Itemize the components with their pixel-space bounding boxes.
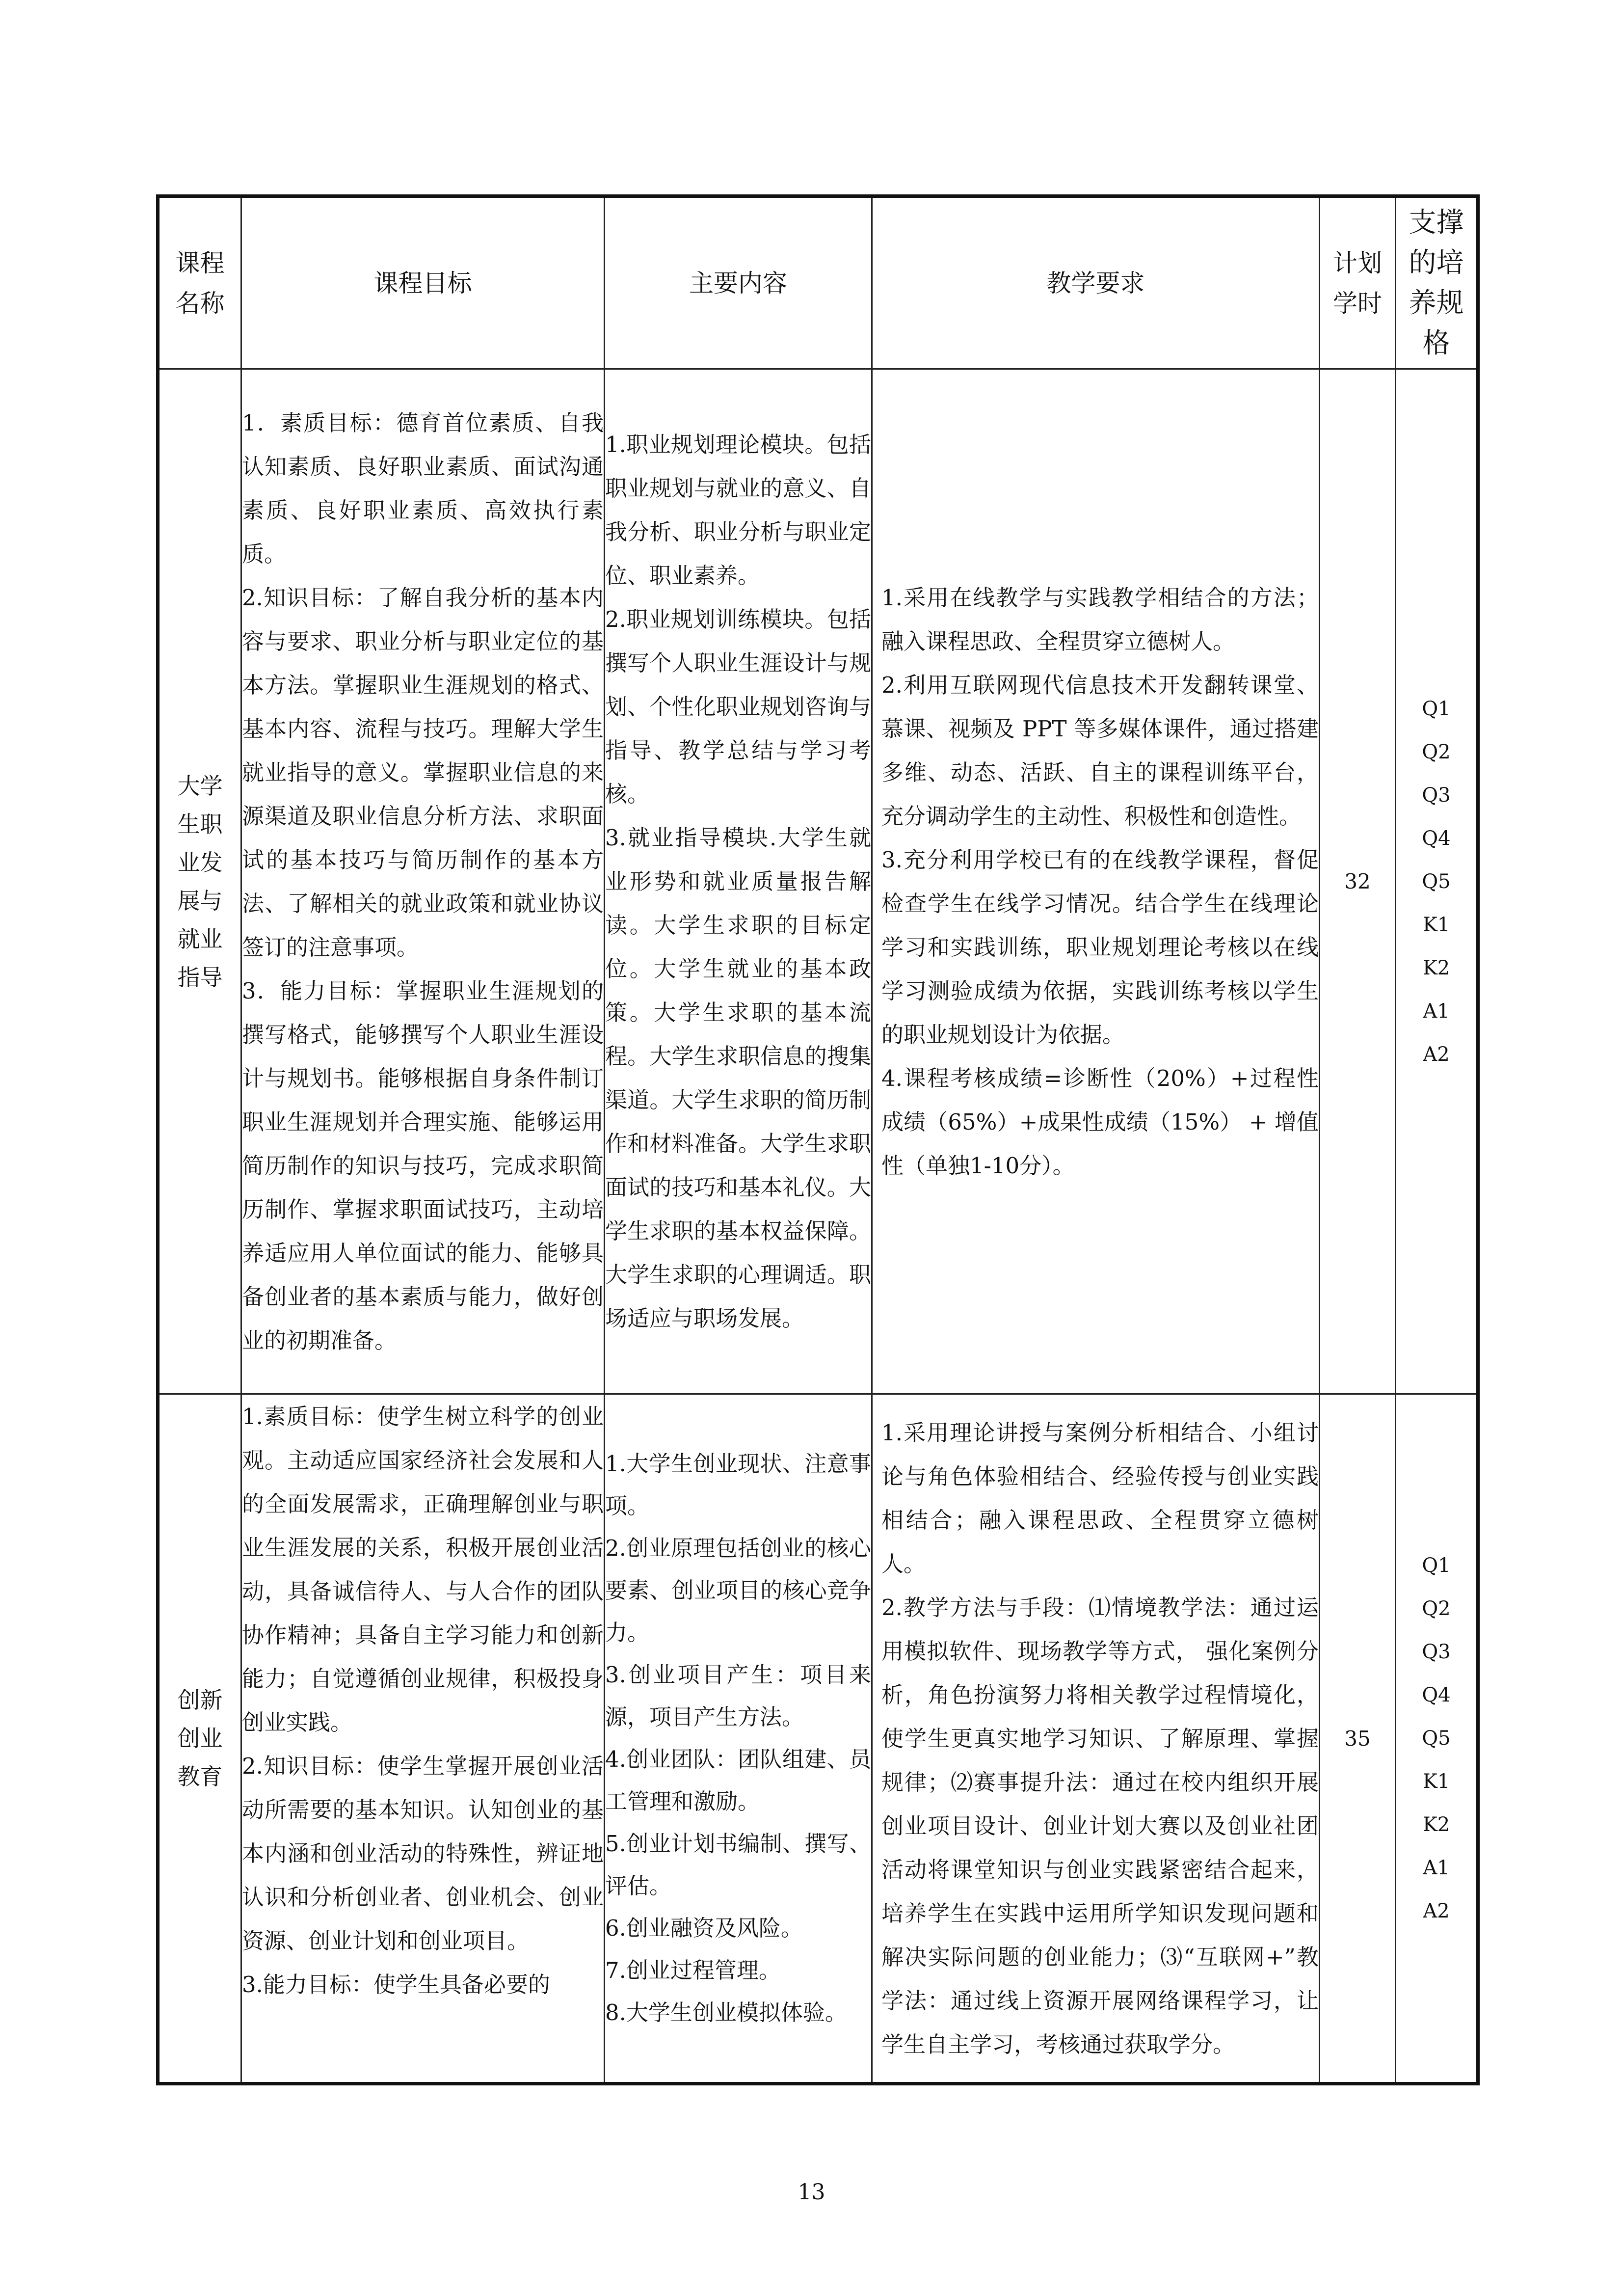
supported-specs <box>1396 1394 1478 2084</box>
teaching-requirements <box>872 1394 1320 2084</box>
requirement-item: 4.课程考核成绩=诊断性（20%）+过程性成绩（65%）+成果性成绩（15%） + 增值性（单独1-10分）。 <box>881 1065 1319 1179</box>
course-name: 创新创业教育 <box>158 1394 241 2084</box>
content-item: 8.大学生创业模拟体验。 <box>605 1999 847 2026</box>
planned-hours: 32 <box>1320 369 1396 1394</box>
header-course-name: 课程名称 <box>158 196 241 369</box>
objective-item: 1．素质目标：德育首位素质、自我认知素质、良好职业素质、面试沟通素质、良好职业素质、高效执行素质。 <box>242 409 604 567</box>
content-item: 6.创业融资及风险。 <box>605 1915 803 1941</box>
header-planned-hours: 计划学时 <box>1320 196 1396 369</box>
planned-hours: 35 <box>1320 1394 1396 2084</box>
spec-item: K1 <box>1422 1770 1450 1793</box>
spec-item: A2 <box>1423 1900 1450 1922</box>
requirement-item: 2.利用互联网现代信息技术开发翻转课堂、慕课、视频及 PPT 等多媒体课件，通过搭建多维、动态、活跃、自主的课程训练平台，充分调动学生的主动性、积极性和创造性。 <box>881 672 1319 829</box>
main-content <box>605 1394 872 2084</box>
spec-item: Q3 <box>1422 783 1451 807</box>
spec-item: A2 <box>1423 1043 1450 1066</box>
content-item: 7.创业过程管理。 <box>605 1957 781 1983</box>
spec-item: Q3 <box>1422 1641 1451 1663</box>
objective-item: 1.素质目标：使学生树立科学的创业观。主动适应国家经济社会发展和人的全面发展需求，正确理解创业与职业生涯发展的关系，积极开展创业活动，具备诚信待人、与人合作的团队协作精神；具备自主学习能力和创新能力；自觉遵循创业规律，积极投身创业实践。 <box>242 1404 604 1735</box>
course-name: 大学生职业发展与就业指导 <box>158 369 241 1394</box>
content-item: 3.就业指导模块.大学生就业形势和就业质量报告解读。大学生求职的目标定位。大学生就业的基本政策。大学生求职的基本流程。大学生求职信息的搜集渠道。大学生求职的简历制作和材料准备。大学生求职面试的技巧和基本礼仪。大学生求职的基本权益保障。大学生求职的心理调适。职场适应与职场发展。 <box>605 825 871 1331</box>
supported-specs <box>1396 369 1478 1394</box>
requirement-item: 1.采用在线教学与实践教学相结合的方法；融入课程思政、全程贯穿立德树人。 <box>881 584 1319 654</box>
spec-item: Q2 <box>1422 1597 1451 1620</box>
spec-item: A1 <box>1423 1857 1450 1879</box>
main-content <box>605 369 872 1394</box>
content-item: 5.创业计划书编制、撰写、评估。 <box>605 1831 871 1899</box>
spec-item: Q4 <box>1422 827 1451 850</box>
header-teaching-requirements: 教学要求 <box>872 196 1320 369</box>
header-main-content: 主要内容 <box>605 196 872 369</box>
course-objectives <box>241 1394 605 2084</box>
spec-item: A1 <box>1423 999 1450 1023</box>
spec-item: K1 <box>1422 913 1450 936</box>
spec-item: Q5 <box>1422 870 1451 893</box>
spec-item: Q4 <box>1422 1684 1451 1706</box>
curriculum-table <box>156 194 1480 2085</box>
table-header-row <box>158 196 1478 369</box>
content-item: 1.职业规划理论模块。包括职业规划与就业的意义、自我分析、职业分析与职业定位、职业素养。 <box>605 432 871 589</box>
objective-item: 3.能力目标：使学生具备必要的 <box>242 1972 550 1998</box>
header-supported-specs: 支撑的培养规格 <box>1396 196 1478 369</box>
spec-item: Q1 <box>1422 1554 1451 1577</box>
page-number: 13 <box>798 2180 825 2205</box>
course-objectives <box>241 369 605 1394</box>
spec-item: Q2 <box>1422 740 1451 763</box>
spec-item: K2 <box>1422 1813 1450 1836</box>
content-item: 4.创业团队：团队组建、员工管理和激励。 <box>605 1746 871 1814</box>
requirement-item: 3.充分利用学校已有的在线教学课程，督促检查学生在线学习情况。结合学生在线理论学习和实践训练，职业规划理论考核以在线学习测验成绩为依据，实践训练考核以学生的职业规划设计为依据。 <box>881 846 1319 1048</box>
spec-item: Q1 <box>1422 697 1451 720</box>
spec-item: Q5 <box>1422 1727 1451 1750</box>
content-item: 1.大学生创业现状、注意事项。 <box>605 1451 871 1519</box>
content-item: 3.创业项目产生：项目来源，项目产生方法。 <box>605 1662 871 1730</box>
content-item: 2.职业规划训练模块。包括撰写个人职业生涯设计与规划、个性化职业规划咨询与指导、教学总结与学习考核。 <box>605 606 871 807</box>
table-row <box>158 369 1478 1394</box>
table-row <box>158 1394 1478 2084</box>
requirement-item: 1.采用理论讲授与案例分析相结合、小组讨论与角色体验相结合、经验传授与创业实践相结合；融入课程思政、全程贯穿立德树人。 <box>881 1419 1319 1577</box>
requirement-item: 2.教学方法与手段：⑴情境教学法：通过运用模拟软件、现场教学等方式， 强化案例分析，角色扮演努力将相关教学过程情境化，使学生更真实地学习知识、了解原理、掌握规律；⑵赛事提升法：通过在校内组织开展创业项目设计、创业计划大赛以及创业社团活动将课堂知识与创业实践紧密结合起来，培养学生在实践中运用所学知识发现问题和解决实际问题的创业能力；⑶“互联网+”教学法：通过线上资源开展网络课程学习，让学生自主学习，考核通过获取学分。 <box>881 1594 1319 2057</box>
header-course-objectives: 课程目标 <box>241 196 605 369</box>
content-item: 2.创业原理包括创业的核心要素、创业项目的核心竞争力。 <box>605 1535 871 1646</box>
objective-item: 2.知识目标：使学生掌握开展创业活动所需要的基本知识。认知创业的基本内涵和创业活动的特殊性，辨证地认识和分析创业者、创业机会、创业资源、创业计划和创业项目。 <box>242 1753 604 1954</box>
objective-item: 3．能力目标：掌握职业生涯规划的撰写格式，能够撰写个人职业生涯设计与规划书。能够根据自身条件制订职业生涯规划并合理实施、能够运用简历制作的知识与技巧，完成求职简历制作、掌握求职面试技巧，主动培养适应用人单位面试的能力、能够具备创业者的基本素质与能力，做好创业的初期准备。 <box>242 977 604 1353</box>
objective-item: 2.知识目标：了解自我分析的基本内容与要求、职业分析与职业定位的基本方法。掌握职业生涯规划的格式、基本内容、流程与技巧。理解大学生就业指导的意义。掌握职业信息的来源渠道及职业信息分析方法、求职面试的基本技巧与简历制作的基本方法、了解相关的就业政策和就业协议签订的注意事项。 <box>242 584 604 960</box>
spec-item: K2 <box>1422 956 1450 979</box>
teaching-requirements <box>872 369 1320 1394</box>
